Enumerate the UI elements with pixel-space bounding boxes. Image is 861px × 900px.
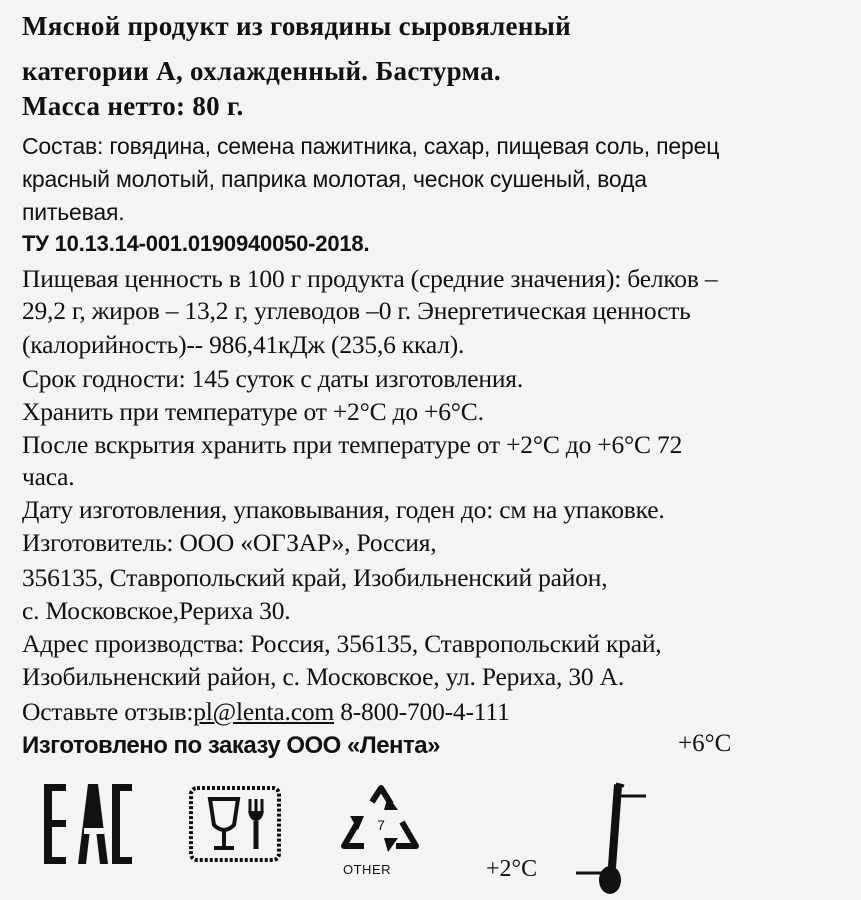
production-address-1: Адрес производства: Россия, 356135, Ставропольский край, [22, 629, 662, 658]
recycle-label: OTHER [343, 862, 391, 877]
feedback-prefix: Оставьте отзыв: [22, 697, 194, 726]
eac-mark-icon [40, 778, 135, 868]
production-address-2: Изобильненский район, с. Московское, ул. Рериха, 30 А. [22, 662, 625, 691]
composition-line-1: Состав: говядина, семена пажитника, сахар, пищевая соль, перец [22, 133, 720, 159]
technical-standard: ТУ 10.13.14-001.0190940050-2018. [22, 231, 370, 256]
nutrition-line-2: 29,2 г, жиров – 13,2 г, углеводов –0 г. Энергетическая ценность [22, 296, 691, 325]
composition-line-2: красный молотый, паприка молотая, чеснок сушеный, вода [22, 166, 647, 192]
after-opening-line-2: часа. [22, 462, 75, 491]
production-date-note: Дату изготовления, упаковывания, годен до: см на упаковке. [22, 495, 665, 524]
feedback-line [22, 696, 510, 728]
manufacturer-address-1: 356135, Ставропольский край, Изобильненский район, [22, 563, 608, 592]
nutrition-line-3: (калорийность)-- 986,41кДж (235,6 ккал). [22, 330, 465, 359]
max-temp-label: +6°С [678, 730, 732, 757]
recycle-code: 7 [377, 817, 385, 833]
shelf-life: Срок годности: 145 суток с даты изготовления. [22, 364, 524, 393]
thermometer-icon [576, 778, 656, 898]
feedback-phone: 8-800-700-4-111 [334, 697, 510, 726]
nutrition-line-1: Пищевая ценность в 100 г продукта (средние значения): белков – [22, 264, 718, 293]
title-line-1: Мясной продукт из говядины сыровяленый [22, 11, 571, 41]
after-opening-line-1: После вскрытия хранить при температуре от +2°С до +6°С 72 [22, 430, 683, 459]
storage-temp: Хранить при температуре от +2°С до +6°С. [22, 397, 484, 426]
food-contact-icon [188, 785, 282, 863]
feedback-email-link[interactable]: pl@lenta.com [193, 697, 335, 726]
manufacturer: Изготовитель: ООО «ОГЗАР», Россия, [22, 528, 437, 557]
min-temp-label: +2°С [486, 856, 538, 882]
recycle-icon [336, 782, 426, 862]
composition-line-3: питьевая. [22, 199, 125, 225]
manufacturer-address-2: с. Московское,Рериха 30. [22, 596, 291, 625]
title-line-2: категории А, охлажденный. Бастурма. [22, 56, 501, 86]
net-weight: Масса нетто: 80 г. [22, 91, 244, 121]
made-for-lenta: Изготовлено по заказу ООО «Лента» [22, 732, 440, 759]
